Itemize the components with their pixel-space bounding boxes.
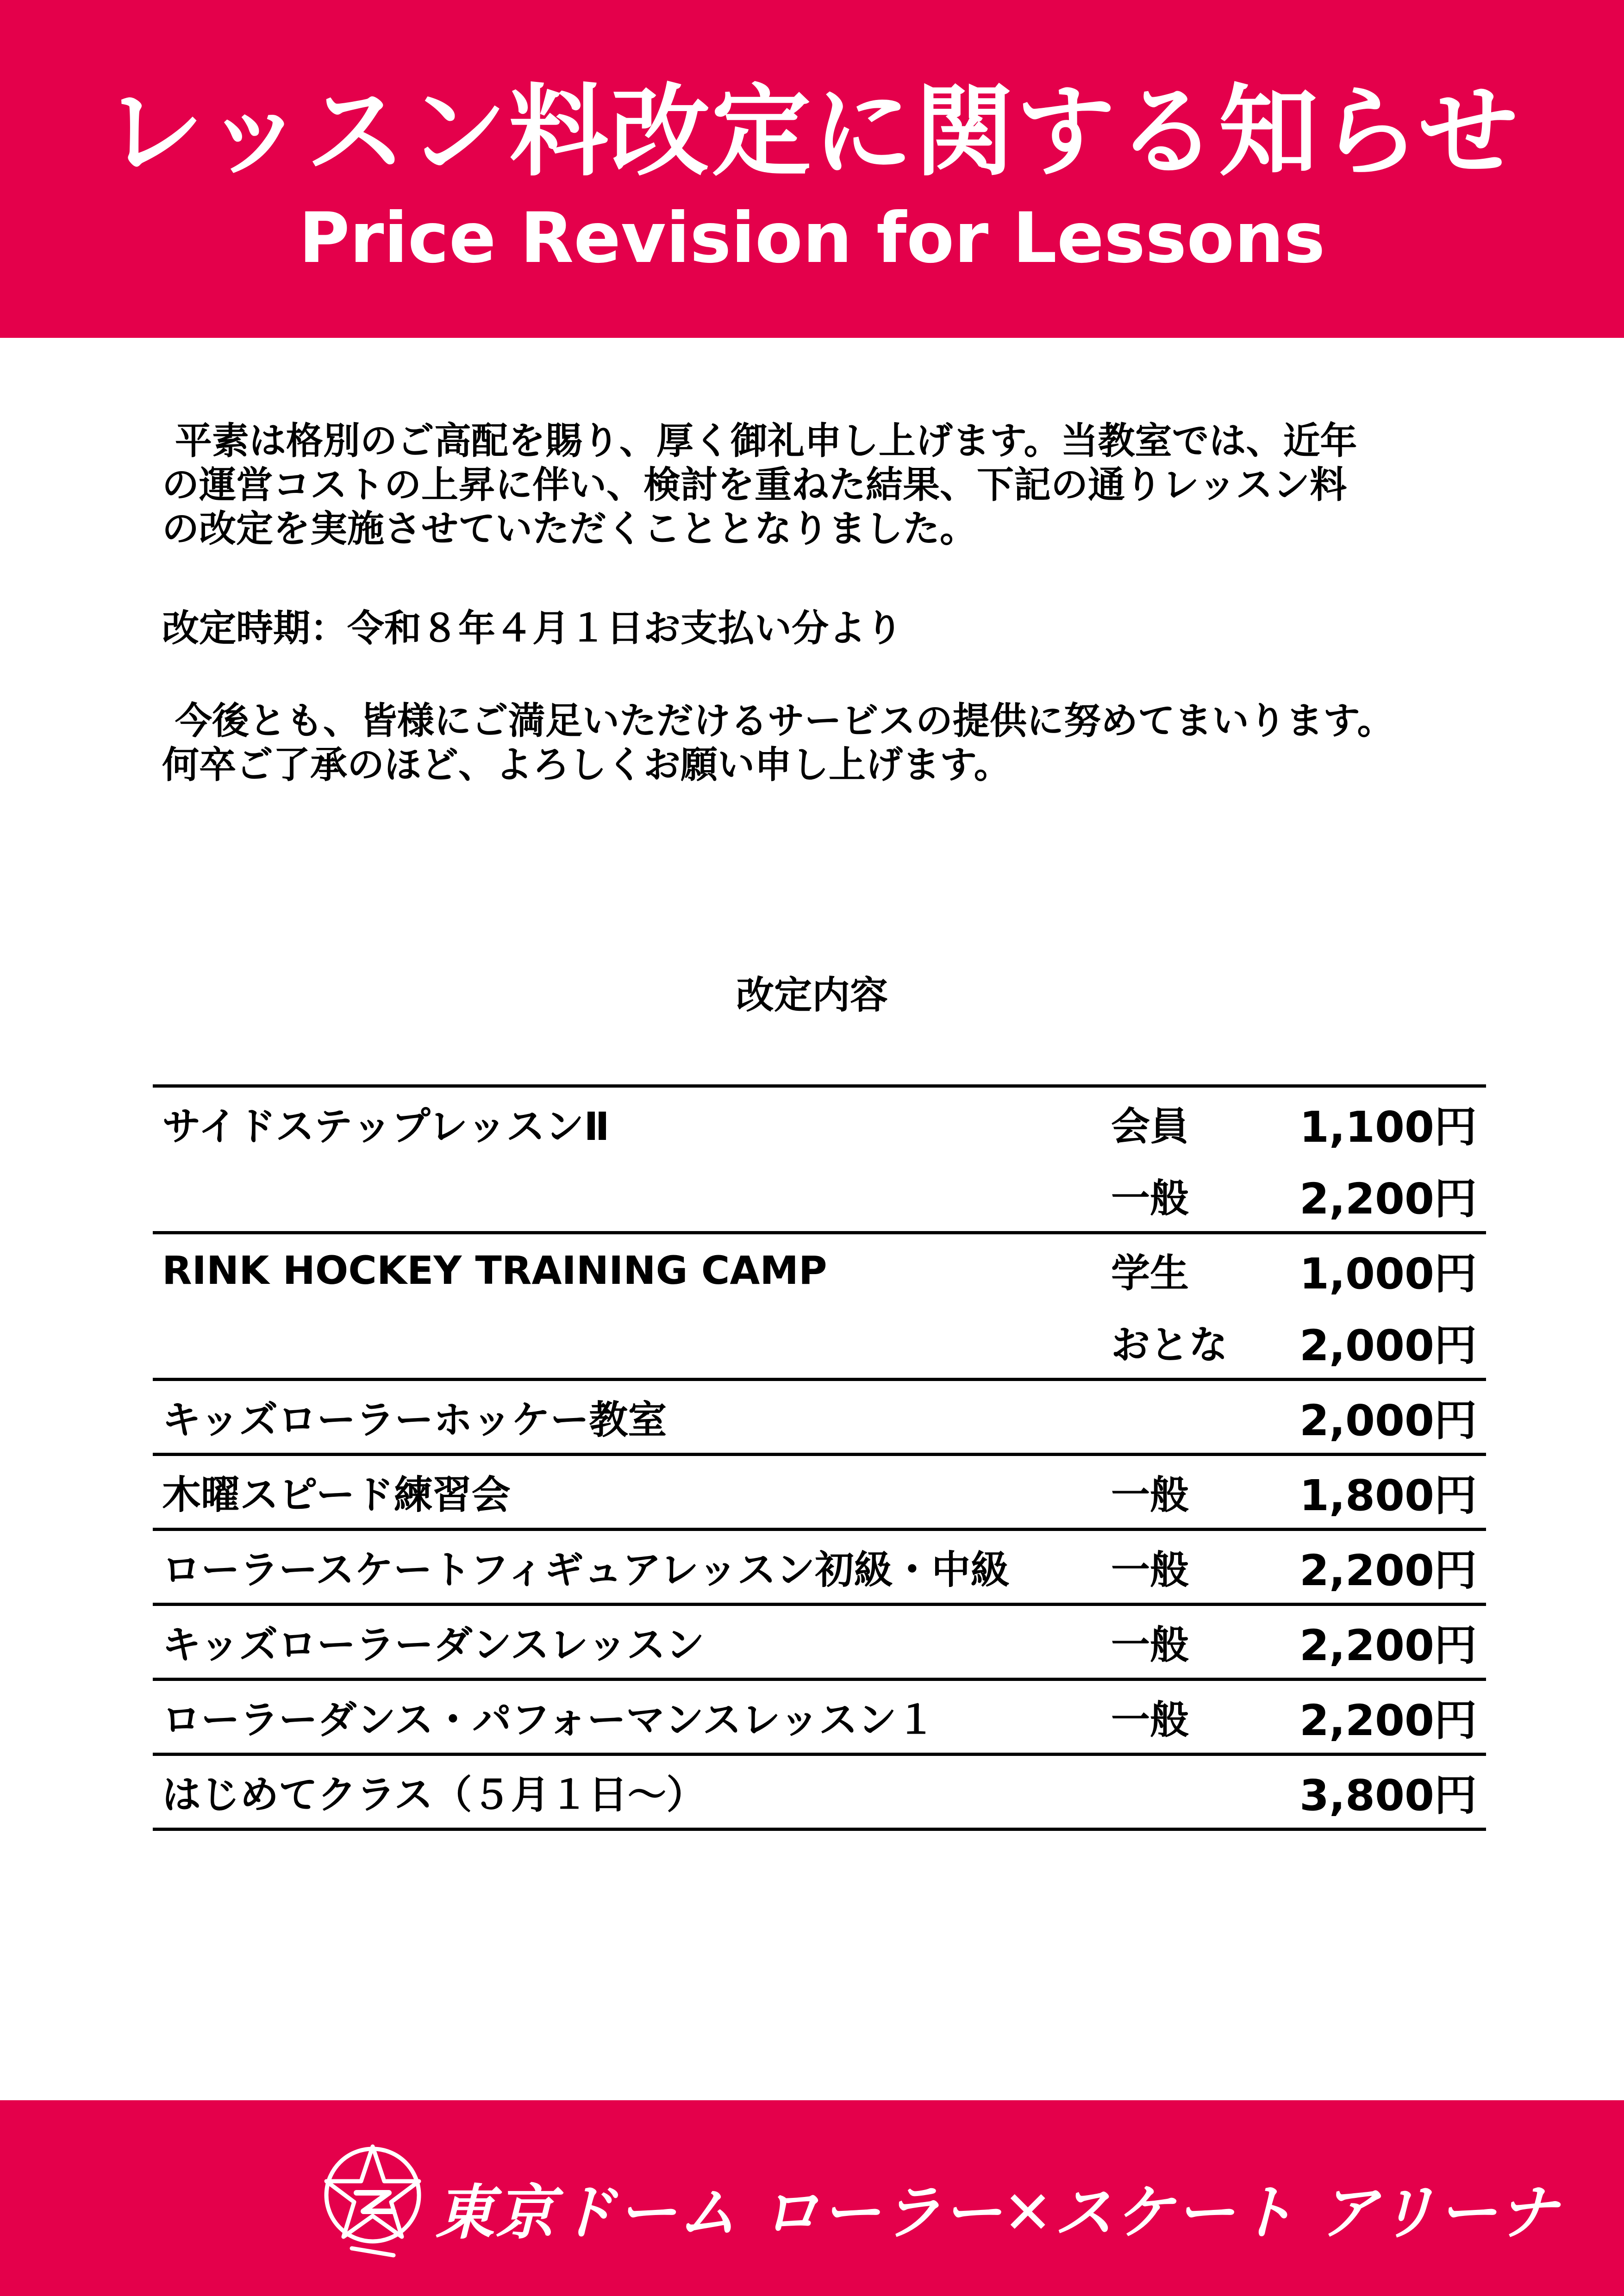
lesson-name: はじめてクラス（５月１日〜）	[153, 1755, 1111, 1829]
price-amount: 2,000円	[1287, 1380, 1486, 1455]
price-amount: 1,100円	[1299, 1102, 1477, 1152]
price-amount: 3,800円	[1287, 1755, 1486, 1829]
lesson-name: キッズローラーダンスレッスン	[153, 1605, 1111, 1680]
price-category: 一般	[1111, 1605, 1287, 1680]
price-category: 一般	[1111, 1530, 1287, 1605]
price-category: おとな	[1111, 1306, 1287, 1380]
price-amount: 2,200円	[1287, 1680, 1486, 1755]
footer-banner	[0, 2100, 1624, 2296]
intro-paragraph: 平素は格別のご高配を賜り、厚く御礼申し上げます。当教室では、近年 の運営コストの上昇に伴い、検討を重ねた結果、下記の通りレッスン料 の改定を実施させていただくこととなりました。	[162, 419, 1357, 550]
table-row	[153, 1455, 1486, 1530]
price-category: 会員	[1111, 1104, 1189, 1149]
price-category: 一般	[1111, 1680, 1287, 1755]
lesson-name: サイドステップレッスンⅡ	[162, 1104, 610, 1149]
price-amount: 1,800円	[1287, 1455, 1486, 1530]
table-row	[153, 1605, 1486, 1680]
page-subtitle: Price Revision for Lessons	[299, 198, 1325, 279]
price-amount: 2,200円	[1287, 1605, 1486, 1680]
lesson-name	[153, 1306, 1111, 1380]
effective-date: 改定時期：令和８年４月１日お支払い分より	[162, 607, 903, 650]
price-amount: 2,200円	[1287, 1530, 1486, 1605]
lesson-name: 木曜スピード練習会	[153, 1455, 1111, 1530]
price-category	[1111, 1380, 1287, 1455]
price-category: 一般	[1111, 1159, 1287, 1233]
price-amount: 2,000円	[1287, 1306, 1486, 1380]
brand-name: 東京ドーム ローラー✕スケート アリーナ	[435, 2178, 1559, 2247]
price-category	[1111, 1755, 1287, 1829]
table-row	[153, 1680, 1486, 1755]
table-row	[153, 1380, 1486, 1455]
price-amount: 2,200円	[1287, 1159, 1486, 1233]
price-category: 一般	[1111, 1455, 1287, 1530]
lesson-name: キッズローラーホッケー教室	[153, 1380, 1111, 1455]
table-row	[153, 1755, 1486, 1829]
lesson-name: ローラーダンス・パフォーマンスレッスン１	[153, 1680, 1111, 1755]
lesson-name: ローラースケートフィギュアレッスン初級・中級	[153, 1530, 1111, 1605]
price-amount: 1,000円	[1299, 1249, 1477, 1299]
header-banner	[0, 0, 1624, 338]
table-row	[153, 1530, 1486, 1605]
page-title: レッスン料改定に関する知らせ	[104, 74, 1520, 190]
price-category: 学生	[1111, 1251, 1189, 1296]
lesson-name	[153, 1159, 1111, 1233]
table-row	[153, 1086, 1486, 1160]
table-row	[153, 1233, 1486, 1307]
section-title: 改定内容	[736, 973, 888, 1017]
closing-paragraph: 今後とも、皆様にご満足いただけるサービスの提供に努めてまいります。 何卒ご了承のほど、よろしくお願い申し上げます。	[162, 699, 1394, 786]
table-row	[153, 1306, 1486, 1380]
star-skate-logo-icon	[319, 2137, 426, 2262]
lesson-name: RINK HOCKEY TRAINING CAMP	[162, 1247, 827, 1293]
price-table	[153, 1084, 1486, 1831]
table-row	[153, 1159, 1486, 1233]
